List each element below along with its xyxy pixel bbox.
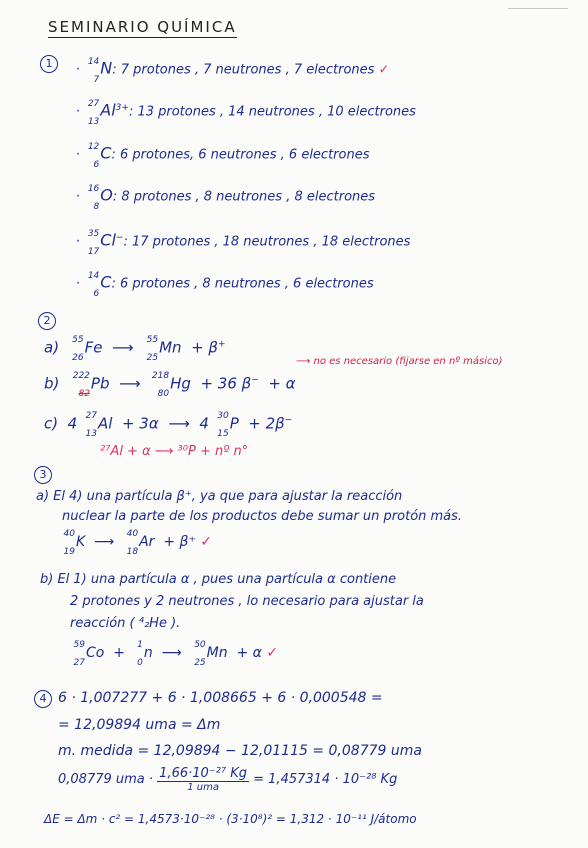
top-scribble	[508, 8, 568, 17]
q4-line1: 6 · 1,007277 + 6 · 1,008665 + 6 · 0,000548 =	[58, 690, 383, 706]
isotope-row: · 14 7 N: 7 protones , 7 neutrones , 7 electrones ✓	[76, 57, 390, 85]
isotope-row: · 27 13 $Al^{3+}$: 13 protones , 14 neutrones , 10 electrones	[76, 99, 416, 127]
q3-a-line2: nuclear la parte de los productos debe sumar un protón más.	[62, 509, 463, 524]
page-title: SEMINARIO QUÍMICA	[48, 18, 237, 36]
q2-c-pink-equation: ²⁷Al + α ⟶ ³⁰P + nº n°	[100, 444, 249, 459]
q4-conversion-fraction: $\frac{\text{1,66·10⁻²⁷ Kg}}{\text{1 uma}}$	[159, 766, 247, 793]
question-1-number: 1	[40, 55, 58, 73]
q2-c-equation: c) 4 27 13 Al + 3α ⟶ 4 30 15 P + 2β−	[44, 411, 293, 439]
q2-a-equation: a) 55 26 Fe ⟶ 55 25 Mn + β+	[44, 335, 226, 363]
q3-b-equation: 59 27 Co + 1 0 n ⟶ 50 25 Mn + α ✓	[73, 640, 279, 668]
question-4-number: 4	[34, 690, 52, 708]
q3-b-line3: reacción ( ⁴₂He ).	[70, 616, 181, 631]
q4-line5: ΔE = Δm · c² = 1,4573·10⁻²⁸ · (3·10⁸)² = 1,312 · 10⁻¹¹ J/átomo	[44, 812, 417, 826]
isotope-row: · 14 6 C: 6 protones , 8 neutrones , 6 electrones	[76, 271, 374, 299]
question-2-number: 2	[38, 312, 56, 330]
q4-line3: m. medida = 12,09894 − 12,01115 = 0,08779 uma	[58, 743, 422, 759]
q3-a-equation: 40 19 K ⟶ 40 18 Ar + β⁺ ✓	[63, 529, 213, 557]
q3-b-line2: 2 protones y 2 neutrones , lo necesario para ajustar la	[70, 594, 424, 609]
q3-a-check: ✓	[200, 534, 213, 550]
isotope-row: · 16 8 O: 8 protones , 8 neutrones , 8 electrones	[76, 184, 376, 212]
isotope-row: · 35 17 Cl−: 17 protones , 18 neutrones , 18 electrones	[76, 229, 411, 257]
question-3-number: 3	[34, 466, 52, 484]
q4-line2: = 12,09894 uma = Δm	[58, 717, 221, 733]
q2-note: ⟶ no es necesario (fijarse en nº másico)	[296, 356, 503, 367]
q2-a-label: a)	[44, 338, 60, 357]
q4-line4: 0,08779 uma · $\frac{\text{1,66·10⁻²⁷ Kg}}{\text{1 uma}}$ = 1,457314 · 10⁻²⁸ Kg	[58, 766, 398, 793]
q3-b-line1: b) El 1) una partícula α , pues una partícula α contiene	[40, 572, 397, 587]
q2-b-equation: b) 222 82 Pb ⟶ 218 80 Hg + 36 β− + α	[44, 371, 296, 399]
q3-b-check: ✓	[266, 645, 279, 661]
isotope-row: · 12 6 C: 6 protones, 6 neutrones , 6 electrones	[76, 142, 370, 170]
q3-a-line1: a) El 4) una partícula β⁺, ya que para ajustar la reacción	[36, 489, 403, 504]
